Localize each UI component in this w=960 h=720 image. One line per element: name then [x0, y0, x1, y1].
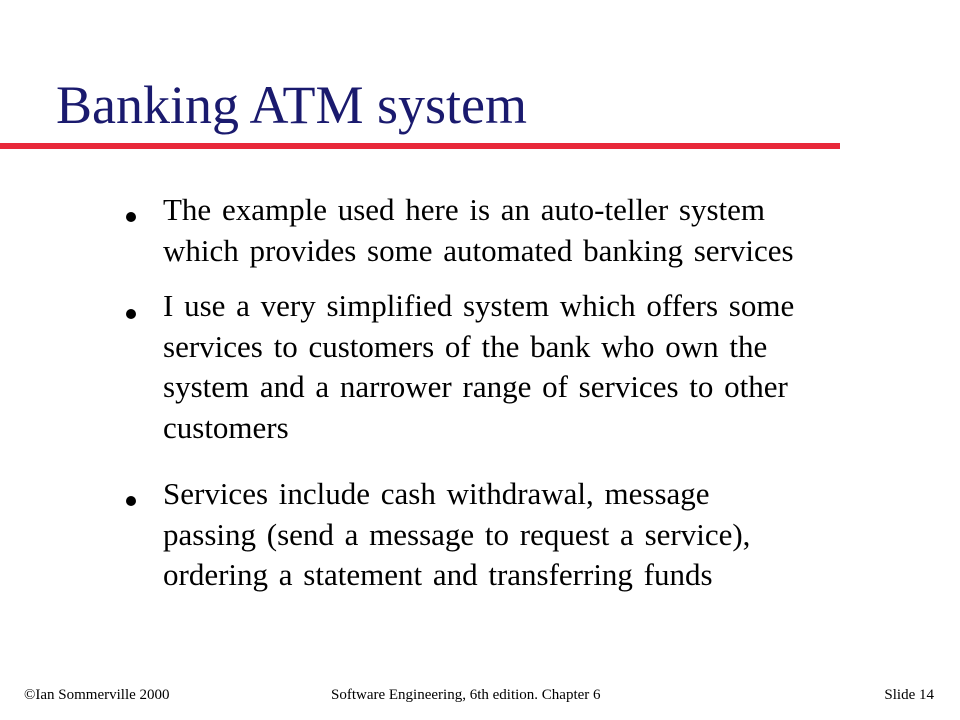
bullet-line: which provides some automated banking services	[163, 232, 794, 268]
bullet-text	[163, 190, 923, 271]
bullet-line: Services include cash withdrawal, message	[163, 476, 710, 511]
bullet-dot-icon	[126, 212, 136, 222]
bullet-dot-icon	[126, 309, 136, 319]
bullet-line: system and a narrower range of services to other	[163, 369, 788, 404]
bullet-line: ordering a statement and transferring funds	[163, 557, 713, 592]
bullet-text	[163, 286, 923, 448]
bullet-line: I use a very simplified system which offers some	[163, 288, 795, 323]
slide-title: Banking ATM system	[56, 75, 528, 135]
bullet-dot-icon	[126, 496, 136, 506]
footer-slide-number: Slide 14	[884, 687, 934, 703]
bullet-line: customers	[163, 409, 289, 445]
footer-book-title: Software Engineering, 6th edition. Chapter 6	[331, 687, 601, 703]
bullet-line: The example used here is an auto-teller system	[163, 192, 766, 227]
bullet-text	[163, 474, 923, 596]
footer-copyright: ©Ian Sommerville 2000	[24, 687, 170, 703]
bullet-line: passing (send a message to request a service),	[163, 516, 751, 552]
bullet-line: services to customers of the bank who own the	[163, 328, 768, 364]
